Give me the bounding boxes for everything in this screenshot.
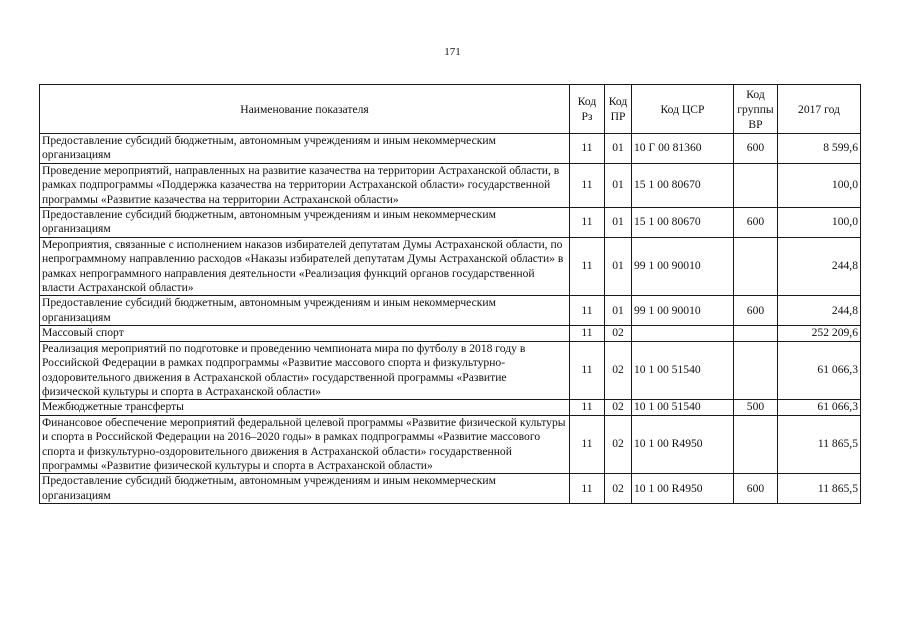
cell-rz: 11 bbox=[570, 296, 605, 326]
cell-pr: 02 bbox=[605, 326, 632, 341]
cell-vr bbox=[734, 326, 778, 341]
cell-vr: 500 bbox=[734, 400, 778, 415]
header-vr: Код группы ВР bbox=[734, 85, 778, 134]
cell-sum: 11 865,5 bbox=[778, 474, 861, 504]
cell-vr: 600 bbox=[734, 208, 778, 238]
cell-pr: 02 bbox=[605, 474, 632, 504]
table-header-row bbox=[40, 85, 861, 134]
cell-name: Проведение мероприятий, направленных на развитие казачества на территории Астраханской области, в рамках подпрограммы «Поддержка казачества на территории Астраханской области» государственной программы «Развитие казачества на территории Астраханской области» bbox=[40, 163, 570, 207]
table-row bbox=[40, 237, 861, 296]
cell-vr bbox=[734, 415, 778, 474]
cell-vr bbox=[734, 237, 778, 296]
cell-pr: 02 bbox=[605, 415, 632, 474]
cell-name: Межбюджетные трансферты bbox=[40, 400, 570, 415]
cell-sum: 8 599,6 bbox=[778, 134, 861, 164]
cell-csr: 10 1 00 R4950 bbox=[632, 474, 734, 504]
cell-sum: 244,8 bbox=[778, 237, 861, 296]
cell-rz: 11 bbox=[570, 208, 605, 238]
cell-pr: 01 bbox=[605, 296, 632, 326]
cell-csr: 15 1 00 80670 bbox=[632, 163, 734, 207]
table-row bbox=[40, 163, 861, 207]
cell-sum: 244,8 bbox=[778, 296, 861, 326]
page-number: 171 bbox=[444, 46, 461, 58]
cell-csr: 15 1 00 80670 bbox=[632, 208, 734, 238]
cell-name: Предоставление субсидий бюджетным, автономным учреждениям и иным некоммерческим организациям bbox=[40, 296, 570, 326]
cell-csr: 99 1 00 90010 bbox=[632, 237, 734, 296]
cell-name: Мероприятия, связанные с исполнением наказов избирателей депутатам Думы Астраханской области, по непрограммному направлению расходов «Наказы избирателей депутатам Думы Астраханской области» в рамках непрограммного направления деятельности «Реализация функций органов государственной власти Астраханской области» bbox=[40, 237, 570, 296]
table-row bbox=[40, 326, 861, 341]
header-pr: Код ПР bbox=[605, 85, 632, 134]
cell-rz: 11 bbox=[570, 415, 605, 474]
cell-csr bbox=[632, 326, 734, 341]
cell-rz: 11 bbox=[570, 400, 605, 415]
cell-name: Предоставление субсидий бюджетным, автономным учреждениям и иным некоммерческим организациям bbox=[40, 134, 570, 164]
cell-csr: 10 Г 00 81360 bbox=[632, 134, 734, 164]
cell-rz: 11 bbox=[570, 341, 605, 400]
header-name: Наименование показателя bbox=[40, 85, 570, 134]
cell-pr: 01 bbox=[605, 163, 632, 207]
cell-pr: 02 bbox=[605, 341, 632, 400]
cell-name: Предоставление субсидий бюджетным, автономным учреждениям и иным некоммерческим организациям bbox=[40, 208, 570, 238]
header-rz: Код Рз bbox=[570, 85, 605, 134]
table-row bbox=[40, 208, 861, 238]
cell-name: Реализация мероприятий по подготовке и проведению чемпионата мира по футболу в 2018 году в Российской Федерации в рамках подпрограммы «Развитие массового спорта и физкультурно-оздоровительного движения в Астраханской области» государственной программы «Развитие физической культуры и спорта в Астраханской области» bbox=[40, 341, 570, 400]
cell-csr: 10 1 00 51540 bbox=[632, 400, 734, 415]
table-row bbox=[40, 134, 861, 164]
cell-rz: 11 bbox=[570, 134, 605, 164]
cell-csr: 99 1 00 90010 bbox=[632, 296, 734, 326]
cell-sum: 11 865,5 bbox=[778, 415, 861, 474]
cell-vr: 600 bbox=[734, 134, 778, 164]
table-row bbox=[40, 474, 861, 504]
cell-pr: 01 bbox=[605, 208, 632, 238]
cell-sum: 61 066,3 bbox=[778, 400, 861, 415]
table-row bbox=[40, 415, 861, 474]
table-row bbox=[40, 341, 861, 400]
cell-name: Предоставление субсидий бюджетным, автономным учреждениям и иным некоммерческим организациям bbox=[40, 474, 570, 504]
cell-pr: 01 bbox=[605, 237, 632, 296]
table-row bbox=[40, 296, 861, 326]
header-csr: Код ЦСР bbox=[632, 85, 734, 134]
cell-rz: 11 bbox=[570, 237, 605, 296]
cell-sum: 100,0 bbox=[778, 163, 861, 207]
cell-rz: 11 bbox=[570, 326, 605, 341]
cell-vr bbox=[734, 163, 778, 207]
cell-csr: 10 1 00 51540 bbox=[632, 341, 734, 400]
cell-rz: 11 bbox=[570, 474, 605, 504]
cell-sum: 61 066,3 bbox=[778, 341, 861, 400]
cell-csr: 10 1 00 R4950 bbox=[632, 415, 734, 474]
cell-vr: 600 bbox=[734, 296, 778, 326]
cell-vr: 600 bbox=[734, 474, 778, 504]
cell-vr bbox=[734, 341, 778, 400]
cell-rz: 11 bbox=[570, 163, 605, 207]
cell-pr: 02 bbox=[605, 400, 632, 415]
cell-name: Массовый спорт bbox=[40, 326, 570, 341]
cell-sum: 252 209,6 bbox=[778, 326, 861, 341]
header-sum: 2017 год bbox=[778, 85, 861, 134]
cell-sum: 100,0 bbox=[778, 208, 861, 238]
cell-name: Финансовое обеспечение мероприятий федеральной целевой программы «Развитие физической культуры и спорта в Российской Федерации на 2016–2020 годы» в рамках подпрограммы «Развитие массового спорта и физкультурно-оздоровительного движения в Астраханской области» государственной программы «Развитие физической культуры и спорта в Астраханской области» bbox=[40, 415, 570, 474]
cell-pr: 01 bbox=[605, 134, 632, 164]
budget-table bbox=[39, 84, 861, 504]
table-row bbox=[40, 400, 861, 415]
